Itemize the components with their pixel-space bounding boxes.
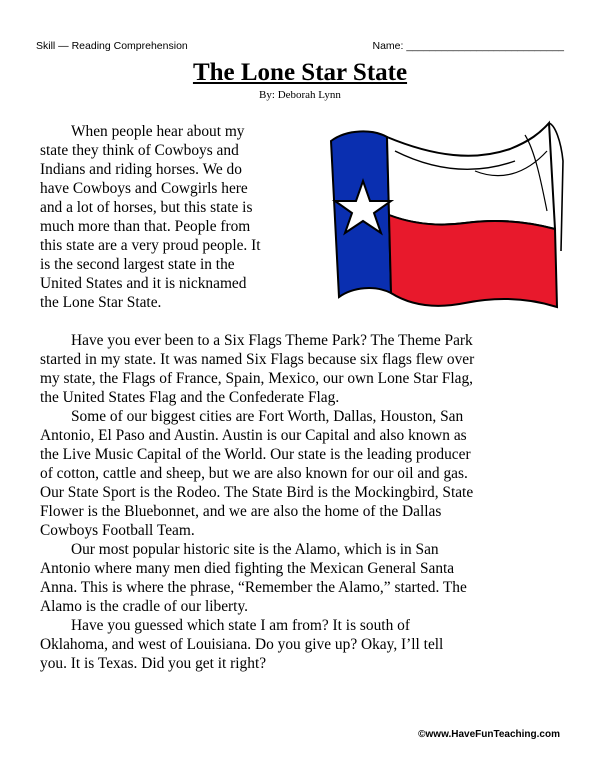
worksheet-header xyxy=(36,40,564,56)
paragraph-line: Antonio where many men died fighting the Mexican General Santa xyxy=(40,560,455,577)
paragraph-line: have Cowboys and Cowgirls here xyxy=(40,180,248,197)
paragraph-line: this state are a very proud people. It xyxy=(40,237,261,254)
paragraph-line: Have you ever been to a Six Flags Theme Park? The Theme Park xyxy=(71,332,473,349)
texas-flag-icon xyxy=(325,111,565,311)
paragraph-line: Flower is the Bluebonnet, and we are also the home of the Dallas xyxy=(40,503,442,520)
paragraph-2 xyxy=(40,331,570,407)
paragraph-line: the United States Flag and the Confederate Flag. xyxy=(40,389,340,406)
copyright-footer: ©www.HaveFunTeaching.com xyxy=(418,729,560,740)
paragraph-line: is the second largest state in the xyxy=(40,256,235,273)
skill-label: Skill — Reading Comprehension xyxy=(36,40,188,52)
paragraph-line: my state, the Flags of France, Spain, Mexico, our own Lone Star Flag, xyxy=(40,370,473,387)
paragraph-5 xyxy=(40,616,570,673)
paragraph-line: Cowboys Football Team. xyxy=(40,522,195,539)
paragraph-line: Some of our biggest cities are Fort Worth, Dallas, Houston, San xyxy=(71,408,464,425)
paragraph-line: the Lone Star State. xyxy=(40,294,162,311)
paragraph-line: started in my state. It was named Six Flags because six flags flew over xyxy=(40,351,475,368)
paragraph-line: Antonio, El Paso and Austin. Austin is our Capital and also known as xyxy=(40,427,467,444)
author-byline: By: Deborah Lynn xyxy=(259,89,341,101)
paragraph-line: you. It is Texas. Did you get it right? xyxy=(40,655,267,672)
paragraph-line: Our most popular historic site is the Alamo, which is in San xyxy=(71,541,439,558)
paragraph-4 xyxy=(40,540,570,616)
paragraph-line: Indians and riding horses. We do xyxy=(40,161,242,178)
paragraph-line: Our State Sport is the Rodeo. The State Bird is the Mockingbird, State xyxy=(40,484,474,501)
paragraph-line: Alamo is the cradle of our liberty. xyxy=(40,598,248,615)
paragraph-line: of cotton, cattle and sheep, but we are also known for our oil and gas. xyxy=(40,465,468,482)
paragraph-line: Oklahoma, and west of Louisiana. Do you give up? Okay, I’ll tell xyxy=(40,636,444,653)
paragraph-1 xyxy=(40,122,330,312)
paragraph-line: and a lot of horses, but this state is xyxy=(40,199,253,216)
paragraph-line: state they think of Cowboys and xyxy=(40,142,239,159)
page-title: The Lone Star State xyxy=(192,59,408,86)
paragraph-line: Have you guessed which state I am from? It is south of xyxy=(71,617,410,634)
paragraph-3 xyxy=(40,407,570,540)
paragraph-line: much more than that. People from xyxy=(40,218,251,235)
story-body xyxy=(40,331,570,673)
name-field-label: Name: ___________________________ xyxy=(372,40,564,52)
paragraph-line: When people hear about my xyxy=(71,123,245,140)
paragraph-line: the Live Music Capital of the World. Our state is the leading producer xyxy=(40,446,471,463)
paragraph-line: Anna. This is where the phrase, “Remember the Alamo,” started. The xyxy=(40,579,467,596)
paragraph-line: United States and it is nicknamed xyxy=(40,275,247,292)
